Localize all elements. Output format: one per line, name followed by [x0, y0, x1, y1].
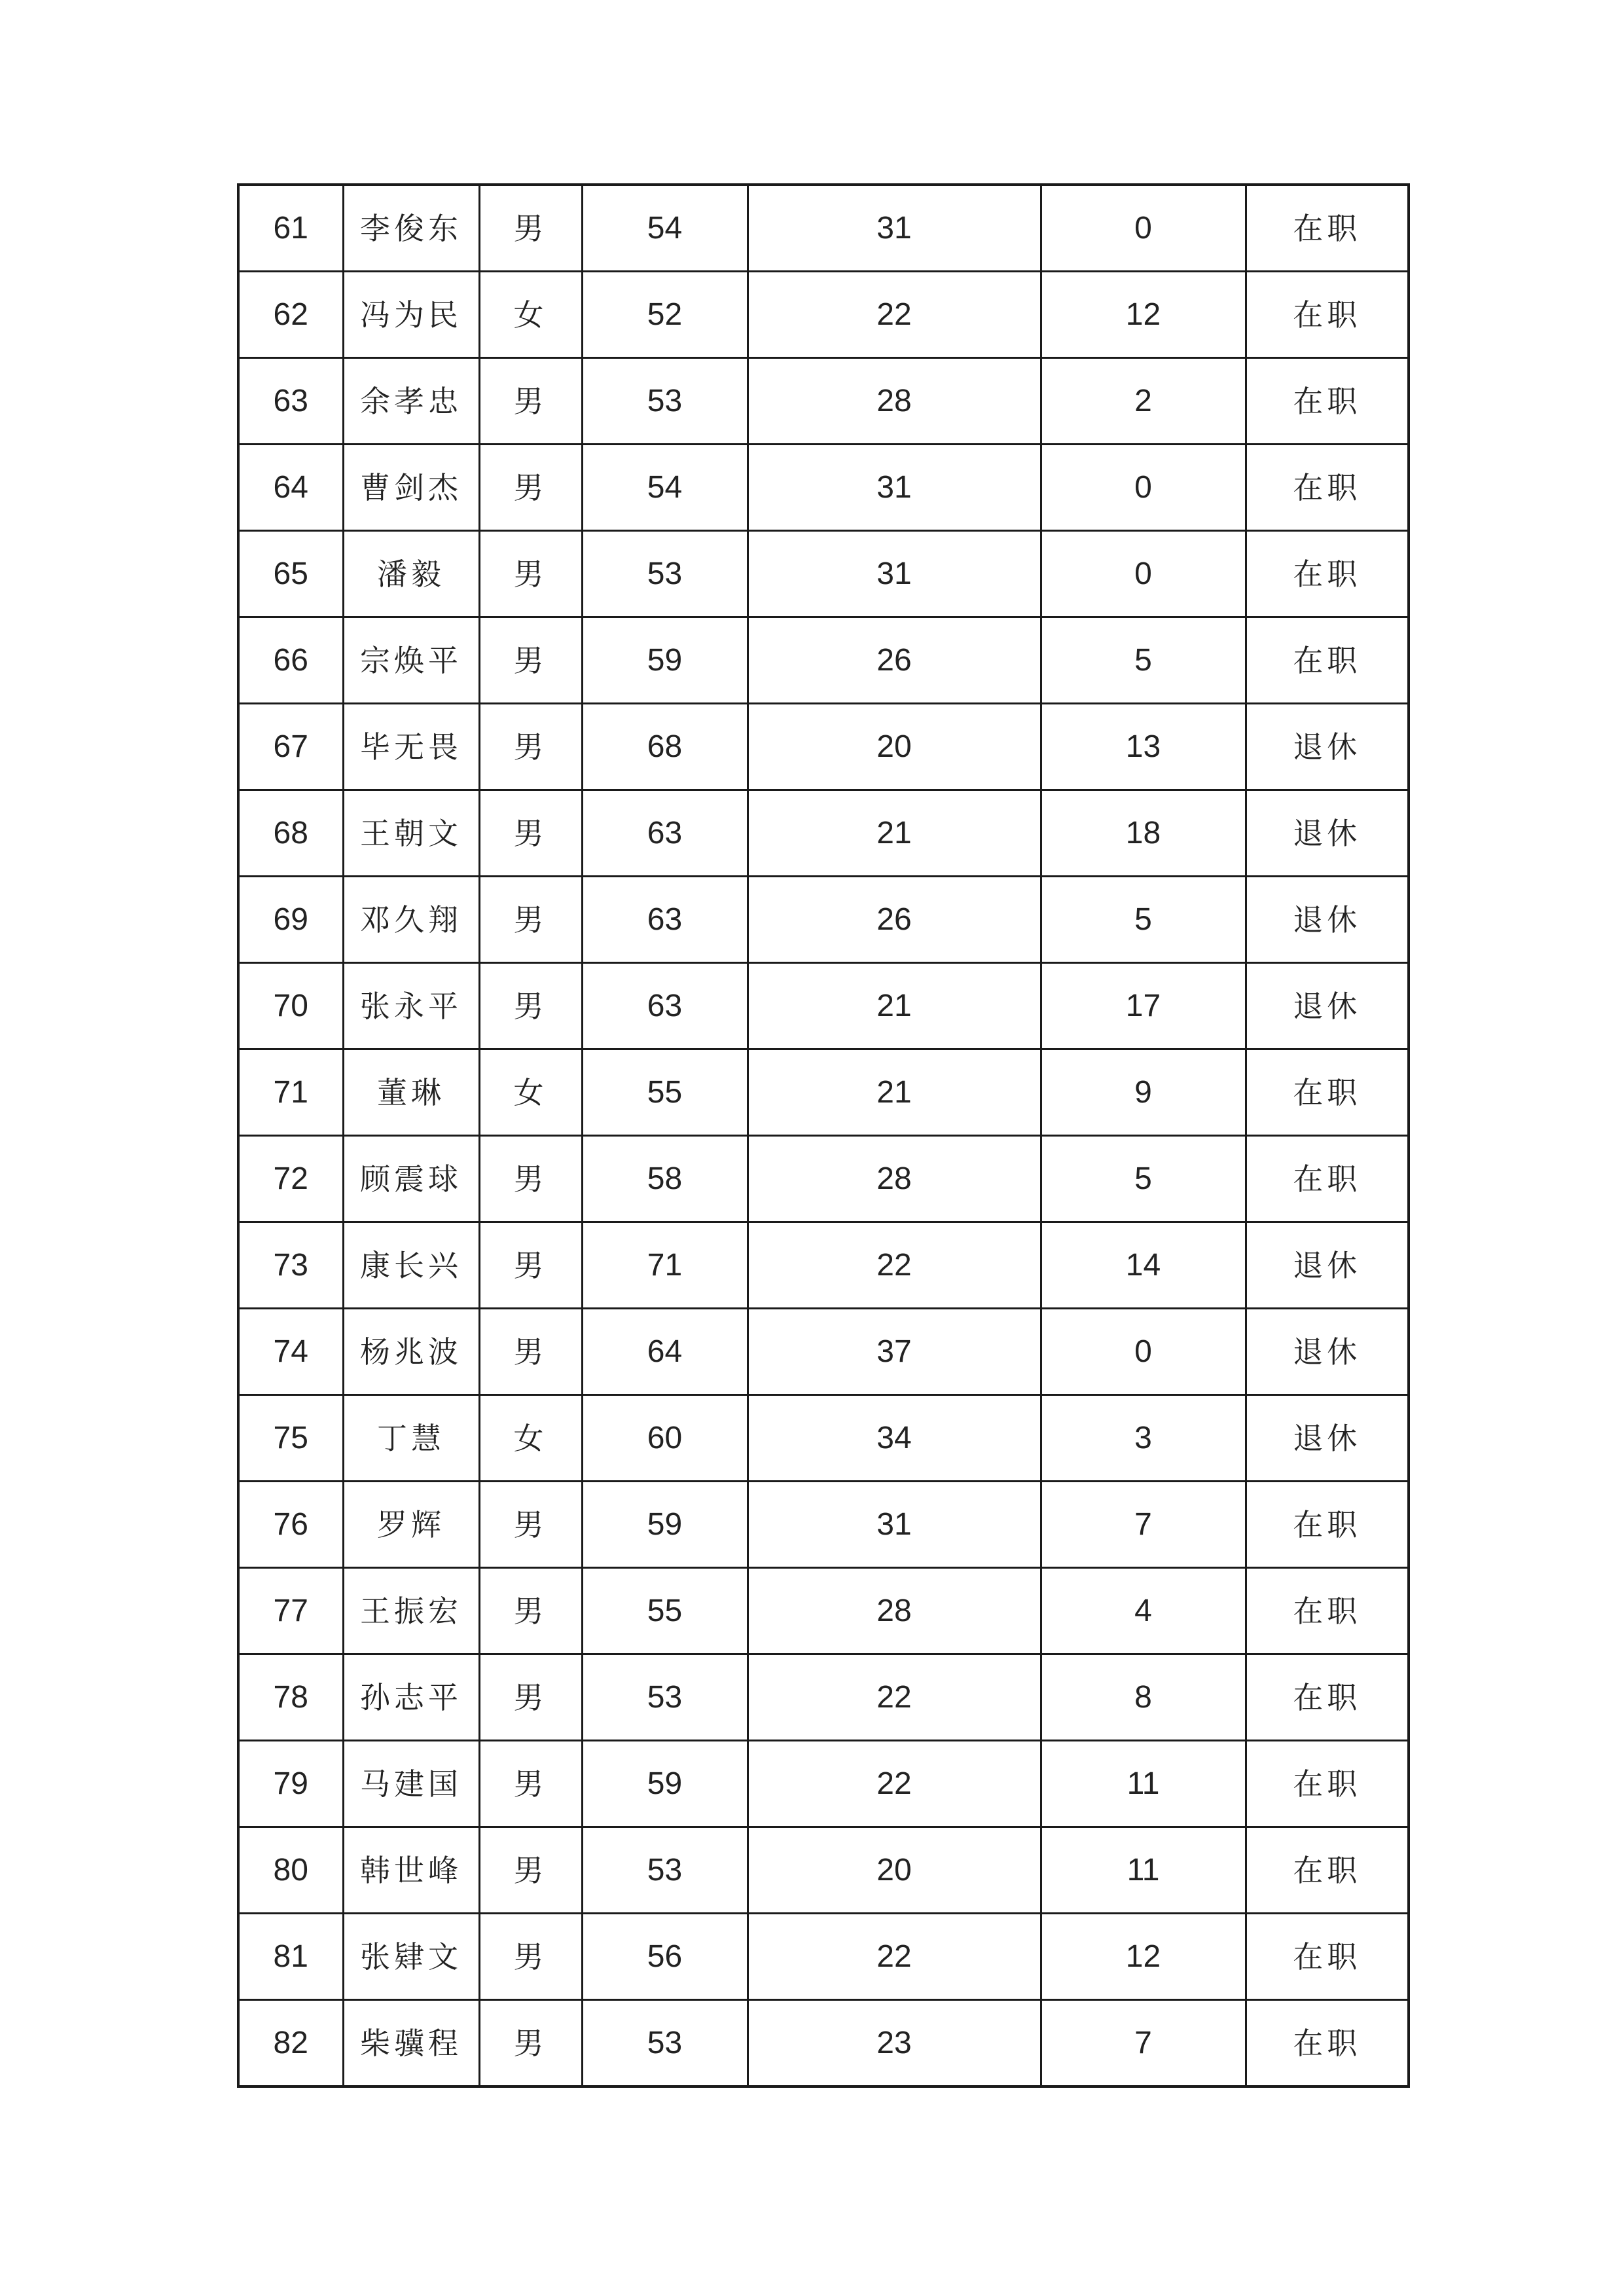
index-cell: 61: [238, 185, 343, 272]
status-cell: 在职: [1246, 1482, 1409, 1568]
name-cell: 王振宏: [343, 1568, 479, 1654]
table-row: [238, 358, 1409, 445]
name-cell: 顾震球: [343, 1136, 479, 1222]
count-cell: 13: [1041, 704, 1246, 790]
status-cell: 在职: [1246, 531, 1409, 617]
count-cell: 18: [1041, 790, 1246, 877]
age-cell: 64: [582, 1309, 748, 1395]
years-cell: 23: [748, 2000, 1041, 2087]
age-cell: 53: [582, 2000, 748, 2087]
age-cell: 54: [582, 185, 748, 272]
years-cell: 22: [748, 1741, 1041, 1827]
personnel-table: [237, 183, 1410, 2088]
years-cell: 21: [748, 1049, 1041, 1136]
years-cell: 31: [748, 531, 1041, 617]
count-cell: 4: [1041, 1568, 1246, 1654]
age-cell: 63: [582, 877, 748, 963]
gender-cell: 男: [479, 531, 582, 617]
index-cell: 81: [238, 1914, 343, 2000]
years-cell: 31: [748, 185, 1041, 272]
age-cell: 54: [582, 445, 748, 531]
count-cell: 11: [1041, 1827, 1246, 1914]
table-row: [238, 790, 1409, 877]
status-cell: 退休: [1246, 1395, 1409, 1482]
count-cell: 2: [1041, 358, 1246, 445]
years-cell: 22: [748, 1654, 1041, 1741]
status-cell: 在职: [1246, 1914, 1409, 2000]
table-row: [238, 445, 1409, 531]
index-cell: 73: [238, 1222, 343, 1309]
table-row: [238, 1395, 1409, 1482]
years-cell: 28: [748, 1568, 1041, 1654]
count-cell: 12: [1041, 1914, 1246, 2000]
age-cell: 56: [582, 1914, 748, 2000]
status-cell: 在职: [1246, 1741, 1409, 1827]
index-cell: 67: [238, 704, 343, 790]
name-cell: 邓久翔: [343, 877, 479, 963]
table-row: [238, 272, 1409, 358]
table-row: [238, 531, 1409, 617]
name-cell: 王朝文: [343, 790, 479, 877]
status-cell: 退休: [1246, 963, 1409, 1049]
status-cell: 在职: [1246, 445, 1409, 531]
table-row: [238, 1914, 1409, 2000]
index-cell: 62: [238, 272, 343, 358]
years-cell: 22: [748, 1914, 1041, 2000]
name-cell: 柴骥程: [343, 2000, 479, 2087]
years-cell: 21: [748, 963, 1041, 1049]
age-cell: 52: [582, 272, 748, 358]
status-cell: 在职: [1246, 1568, 1409, 1654]
name-cell: 罗辉: [343, 1482, 479, 1568]
index-cell: 77: [238, 1568, 343, 1654]
gender-cell: 男: [479, 1309, 582, 1395]
gender-cell: 男: [479, 790, 582, 877]
status-cell: 退休: [1246, 1309, 1409, 1395]
table-row: [238, 1482, 1409, 1568]
count-cell: 5: [1041, 617, 1246, 704]
name-cell: 董琳: [343, 1049, 479, 1136]
count-cell: 12: [1041, 272, 1246, 358]
gender-cell: 男: [479, 1136, 582, 1222]
status-cell: 在职: [1246, 1827, 1409, 1914]
table-row: [238, 1222, 1409, 1309]
index-cell: 82: [238, 2000, 343, 2087]
table-row: [238, 704, 1409, 790]
age-cell: 59: [582, 1741, 748, 1827]
age-cell: 55: [582, 1049, 748, 1136]
years-cell: 28: [748, 1136, 1041, 1222]
count-cell: 0: [1041, 531, 1246, 617]
age-cell: 63: [582, 963, 748, 1049]
years-cell: 34: [748, 1395, 1041, 1482]
gender-cell: 男: [479, 1741, 582, 1827]
table-row: [238, 1309, 1409, 1395]
age-cell: 58: [582, 1136, 748, 1222]
gender-cell: 男: [479, 1654, 582, 1741]
years-cell: 26: [748, 877, 1041, 963]
index-cell: 76: [238, 1482, 343, 1568]
age-cell: 59: [582, 1482, 748, 1568]
gender-cell: 男: [479, 1222, 582, 1309]
status-cell: 在职: [1246, 272, 1409, 358]
name-cell: 冯为民: [343, 272, 479, 358]
gender-cell: 男: [479, 358, 582, 445]
status-cell: 在职: [1246, 617, 1409, 704]
years-cell: 28: [748, 358, 1041, 445]
age-cell: 63: [582, 790, 748, 877]
age-cell: 71: [582, 1222, 748, 1309]
table-row: [238, 185, 1409, 272]
years-cell: 22: [748, 272, 1041, 358]
count-cell: 14: [1041, 1222, 1246, 1309]
status-cell: 在职: [1246, 1049, 1409, 1136]
index-cell: 75: [238, 1395, 343, 1482]
count-cell: 0: [1041, 445, 1246, 531]
years-cell: 22: [748, 1222, 1041, 1309]
index-cell: 72: [238, 1136, 343, 1222]
gender-cell: 男: [479, 445, 582, 531]
table-row: [238, 1827, 1409, 1914]
table-row: [238, 963, 1409, 1049]
table-row: [238, 1136, 1409, 1222]
table-row: [238, 617, 1409, 704]
count-cell: 7: [1041, 2000, 1246, 2087]
name-cell: 毕无畏: [343, 704, 479, 790]
table-row: [238, 1049, 1409, 1136]
name-cell: 马建国: [343, 1741, 479, 1827]
age-cell: 60: [582, 1395, 748, 1482]
table-row: [238, 1654, 1409, 1741]
name-cell: 李俊东: [343, 185, 479, 272]
count-cell: 7: [1041, 1482, 1246, 1568]
years-cell: 26: [748, 617, 1041, 704]
age-cell: 55: [582, 1568, 748, 1654]
status-cell: 退休: [1246, 877, 1409, 963]
status-cell: 在职: [1246, 1654, 1409, 1741]
count-cell: 0: [1041, 185, 1246, 272]
table-row: [238, 1568, 1409, 1654]
index-cell: 69: [238, 877, 343, 963]
gender-cell: 男: [479, 1914, 582, 2000]
gender-cell: 男: [479, 1482, 582, 1568]
index-cell: 64: [238, 445, 343, 531]
name-cell: 孙志平: [343, 1654, 479, 1741]
name-cell: 余孝忠: [343, 358, 479, 445]
gender-cell: 女: [479, 1049, 582, 1136]
status-cell: 在职: [1246, 1136, 1409, 1222]
count-cell: 9: [1041, 1049, 1246, 1136]
gender-cell: 男: [479, 617, 582, 704]
age-cell: 68: [582, 704, 748, 790]
gender-cell: 男: [479, 1827, 582, 1914]
name-cell: 张永平: [343, 963, 479, 1049]
index-cell: 66: [238, 617, 343, 704]
table-row: [238, 1741, 1409, 1827]
status-cell: 在职: [1246, 185, 1409, 272]
years-cell: 31: [748, 445, 1041, 531]
count-cell: 17: [1041, 963, 1246, 1049]
index-cell: 63: [238, 358, 343, 445]
age-cell: 53: [582, 358, 748, 445]
years-cell: 37: [748, 1309, 1041, 1395]
name-cell: 潘毅: [343, 531, 479, 617]
years-cell: 31: [748, 1482, 1041, 1568]
index-cell: 68: [238, 790, 343, 877]
years-cell: 20: [748, 1827, 1041, 1914]
gender-cell: 男: [479, 185, 582, 272]
gender-cell: 女: [479, 272, 582, 358]
count-cell: 5: [1041, 877, 1246, 963]
count-cell: 0: [1041, 1309, 1246, 1395]
age-cell: 53: [582, 1654, 748, 1741]
table-row: [238, 877, 1409, 963]
name-cell: 韩世峰: [343, 1827, 479, 1914]
gender-cell: 男: [479, 2000, 582, 2087]
name-cell: 张肄文: [343, 1914, 479, 2000]
count-cell: 5: [1041, 1136, 1246, 1222]
index-cell: 79: [238, 1741, 343, 1827]
name-cell: 康长兴: [343, 1222, 479, 1309]
gender-cell: 男: [479, 1568, 582, 1654]
table-row: [238, 2000, 1409, 2087]
gender-cell: 女: [479, 1395, 582, 1482]
index-cell: 74: [238, 1309, 343, 1395]
name-cell: 宗焕平: [343, 617, 479, 704]
index-cell: 70: [238, 963, 343, 1049]
gender-cell: 男: [479, 877, 582, 963]
index-cell: 78: [238, 1654, 343, 1741]
count-cell: 11: [1041, 1741, 1246, 1827]
status-cell: 退休: [1246, 1222, 1409, 1309]
status-cell: 在职: [1246, 358, 1409, 445]
age-cell: 53: [582, 531, 748, 617]
status-cell: 退休: [1246, 790, 1409, 877]
index-cell: 80: [238, 1827, 343, 1914]
count-cell: 3: [1041, 1395, 1246, 1482]
name-cell: 曹剑杰: [343, 445, 479, 531]
index-cell: 71: [238, 1049, 343, 1136]
table-body: [238, 185, 1409, 2086]
status-cell: 在职: [1246, 2000, 1409, 2087]
age-cell: 59: [582, 617, 748, 704]
gender-cell: 男: [479, 963, 582, 1049]
count-cell: 8: [1041, 1654, 1246, 1741]
name-cell: 丁慧: [343, 1395, 479, 1482]
index-cell: 65: [238, 531, 343, 617]
name-cell: 杨兆波: [343, 1309, 479, 1395]
age-cell: 53: [582, 1827, 748, 1914]
years-cell: 20: [748, 704, 1041, 790]
years-cell: 21: [748, 790, 1041, 877]
status-cell: 退休: [1246, 704, 1409, 790]
gender-cell: 男: [479, 704, 582, 790]
